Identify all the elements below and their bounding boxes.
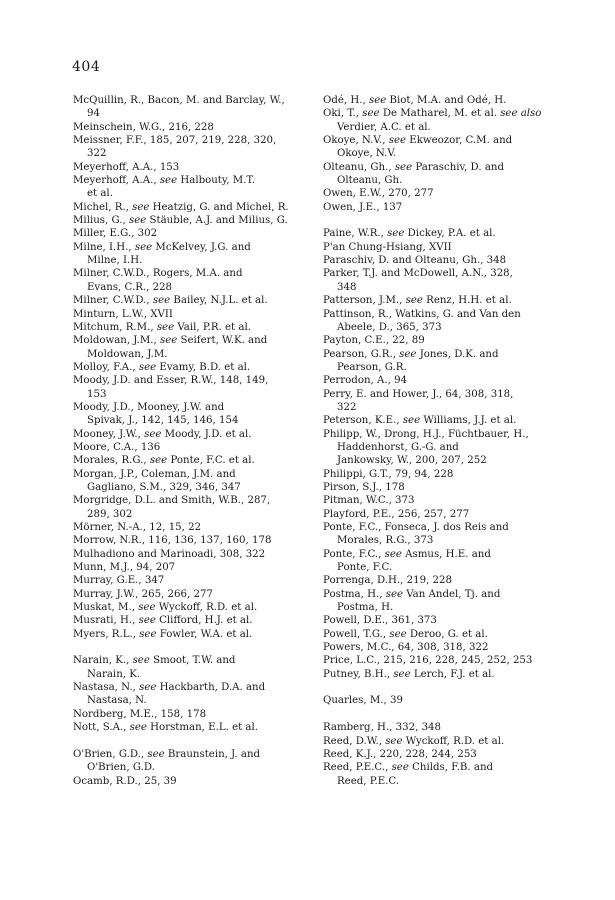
index-entry: Pitman, W.C., 373 (323, 495, 415, 507)
index-entry: Murray, G.E., 347 (73, 575, 165, 587)
index-entry: Okoye, N.V., see Ekweozor, C.M. and Okoye, N.V. (323, 135, 513, 160)
index-entry: Parker, T.J. and McDowell, A.N., 328, 348 (323, 268, 513, 293)
index-entry: Morgan, J.P., Coleman, J.M. and Gagliano, S.M., 329, 346, 347 (73, 468, 241, 493)
cross-reference-term: see (156, 321, 175, 333)
index-entry: Nott, S.A., see Horstman, E.L. et al. (73, 722, 259, 734)
index-entry: Moldowan, J.M., see Seifert, W.K. and Moldowan, J.M. (73, 335, 268, 360)
index-entry: Reed, D.W., see Wyckoff, R.D. et al. (323, 735, 505, 747)
index-entry: Olteanu, Gh., see Paraschiv, D. and Olteanu, Gh. (323, 161, 504, 187)
index-entry: Minturn, L.W., XVII (73, 308, 173, 320)
index-entry: Odé, H., see Biot, M.A. and Odé, H. (323, 95, 507, 106)
cross-reference-term: see (394, 161, 413, 173)
index-entry: Moody, J.D. and Esser, R.W., 148, 149, 153 (73, 375, 269, 400)
cross-reference-term: see (388, 135, 407, 147)
index-entry: Munn, M.J., 94, 207 (73, 562, 176, 574)
index-entry: Ponte, F.C., Fonseca, J. dos Reis and Morales, R.G., 373 (323, 522, 509, 547)
index-entry: Powers, M.C., 64, 308, 318, 322 (323, 642, 489, 654)
index-entry: Milner, C.W.D., Rogers, M.A. and Evans, C.R., 228 (73, 268, 243, 293)
index-entry: Reed, K.J., 220, 228, 244, 253 (323, 748, 477, 760)
cross-reference-term: see (132, 655, 150, 667)
index-entry: O'Brien, G.D., see Braunstein, J. and O'Brien, G.D. (73, 748, 261, 774)
index-entry: Milner, C.W.D., see Bailey, N.J.L. et al. (73, 295, 268, 307)
index-entry: Meyerhoff, A.A., 153 (73, 161, 180, 173)
index-entry: Quarles, M., 39 (323, 695, 403, 707)
index-entry: Pearson, G.R., see Jones, D.K. and Pearson, G.R. (323, 348, 499, 373)
index-entry: Meinschein, W.G., 216, 228 (73, 121, 214, 133)
cross-reference-term: see (147, 748, 165, 760)
index-entry: P'an Chung-Hsiang, XVII (323, 241, 452, 253)
index-entry: Peterson, K.E., see Williams, J.J. et al. (323, 415, 517, 427)
index-entry: Mooney, J.W., see Moody, J.D. et al. (73, 428, 252, 440)
cross-reference-term: see (132, 201, 150, 213)
index-entry: Murray, J.W., 265, 266, 277 (73, 588, 213, 600)
index-entry: Molloy, F.A., see Evamy, B.D. et al. (73, 361, 251, 373)
index-entry: Mörner, N.-A., 12, 15, 22 (73, 522, 202, 533)
cross-reference-term: see (389, 628, 407, 640)
index-entry: Price, L.C., 215, 216, 228, 245, 252, 253 (323, 655, 533, 667)
cross-reference-term: see (405, 295, 423, 307)
cross-reference-term: see (385, 588, 404, 600)
index-entry: Meissner, F.F., 185, 207, 219, 228, 320, 322 (73, 135, 277, 160)
index-entry: Muskat, M., see Wyckoff, R.D. et al. (73, 602, 258, 614)
index-entry: Porrenga, D.H., 219, 228 (323, 575, 452, 587)
index-entry: Mulhadiono and Marinoadi, 308, 322 (73, 548, 266, 560)
index-entry: Morales, R.G., see Ponte, F.C. et al. (73, 455, 255, 467)
index-entry: Paine, W.R., see Dickey, P.A. et al. (323, 228, 496, 240)
index-entry: Miller, E.G., 302 (73, 228, 158, 240)
cross-reference-term: see (139, 628, 157, 640)
index-entry: Playford, P.E., 256, 257, 277 (323, 508, 470, 520)
cross-reference-term: see (399, 348, 417, 360)
cross-reference-term: see (134, 241, 153, 253)
index-entry: Moody, J.D., Mooney, J.W. and Spivak, J., 142, 145, 146, 154 (73, 401, 239, 427)
cross-reference-term: see (385, 735, 403, 747)
cross-reference-term: see (384, 548, 402, 560)
cross-reference-term: see (144, 428, 162, 440)
index-entry: Powell, D.E., 361, 373 (323, 615, 437, 627)
cross-reference-term: see (368, 95, 387, 106)
index-entry: Owen, E.W., 270, 277 (323, 188, 434, 200)
index-entry: McQuillin, R., Bacon, M. and Barclay, W., 94 (73, 95, 285, 120)
cross-reference-term: see also (500, 108, 542, 120)
index-entry: Perry, E. and Hower, J., 64, 308, 318, 322 (323, 388, 514, 413)
index-entry: Payton, C.E., 22, 89 (323, 335, 425, 347)
cross-reference-term: see (402, 415, 421, 427)
index-entry: Musrati, H., see Clifford, H.J. et al. (73, 615, 253, 627)
index-entry: Putney, B.H., see Lerch, F.J. et al. (323, 668, 495, 680)
cross-reference-term: see (159, 175, 178, 187)
index-entry: Narain, K., see Smoot, T.W. and Narain, K. (73, 655, 236, 680)
index-entry: Paraschiv, D. and Olteanu, Gh., 348 (323, 255, 507, 267)
cross-reference-term: see (129, 722, 147, 734)
index-entry: Postma, H., see Van Andel, Tj. and Postma, H. (323, 588, 501, 614)
cross-reference-term: see (362, 108, 380, 120)
index-entry: Pattinson, R., Watkins, G. and Van den Abeele, D., 365, 373 (323, 308, 521, 333)
cross-reference-term: see (393, 668, 411, 680)
index-entry: Pirson, S.J., 178 (323, 481, 405, 493)
index-entry: Mitchum, R.M., see Vail, P.R. et al. (73, 321, 251, 333)
index-entry: Philipp, W., Drong, H.J., Füchtbauer, H., Haddenhorst, G.-G. and Jankowsky, W., 200, 207, 252 (323, 428, 529, 467)
index-column-right (323, 94, 559, 788)
index-entry: Milius, G., see Stäuble, A.J. and Milius, G. (73, 215, 288, 227)
index-entry: Ramberg, H., 332, 348 (323, 722, 442, 734)
index-entry: Perrodon, A., 94 (323, 375, 408, 387)
index-entry: Patterson, J.M., see Renz, H.H. et al. (323, 295, 512, 307)
index-column-left (73, 94, 305, 788)
index-entry: Philippi, G.T., 79, 94, 228 (323, 468, 454, 480)
index-entry: Oki, T., see De Matharel, M. et al. see also Verdier, A.C. et al. (323, 108, 542, 133)
index-entry: Milne, I.H., see McKelvey, J.G. and Milne, I.H. (73, 241, 251, 267)
index-entry: Michel, R., see Heatzig, G. and Michel, R. (73, 201, 289, 213)
cross-reference-term: see (139, 682, 157, 694)
cross-reference-term: see (152, 295, 171, 307)
index-entry: Nastasa, N., see Hackbarth, D.A. and Nastasa, N. (73, 682, 266, 707)
cross-reference-term: see (138, 602, 156, 614)
index-entry: Moore, C.A., 136 (73, 441, 161, 453)
index-entry: Reed, P.E.C., see Childs, F.B. and Reed, P.E.C. (323, 762, 494, 787)
cross-reference-term: see (138, 615, 156, 627)
cross-reference-term: see (138, 361, 157, 373)
index-entry: Myers, R.L., see Fowler, W.A. et al. (73, 628, 253, 640)
cross-reference-term: see (387, 228, 405, 240)
index-entry: Meyerhoff, A.A., see Halbouty, M.T. et al. (73, 175, 255, 200)
index-entry: Ponte, F.C., see Asmus, H.E. and Ponte, F.C. (323, 548, 491, 574)
index-entry: Ocamb, R.D., 25, 39 (73, 775, 177, 787)
cross-reference-term: see (128, 215, 147, 227)
cross-reference-term: see (149, 455, 168, 467)
cross-reference-term: see (160, 335, 178, 347)
index-entry: Owen, J.E., 137 (323, 201, 403, 213)
cross-reference-term: see (391, 762, 409, 774)
index-entry: Powell, T.G., see Deroo, G. et al. (323, 628, 488, 640)
index-entry: Morgridge, D.L. and Smith, W.B., 287, 289, 302 (73, 495, 271, 520)
page-number: 404 (72, 59, 101, 75)
index-entry: Nordberg, M.E., 158, 178 (73, 708, 207, 720)
index-entry: Morrow, N.R., 116, 136, 137, 160, 178 (73, 535, 272, 547)
